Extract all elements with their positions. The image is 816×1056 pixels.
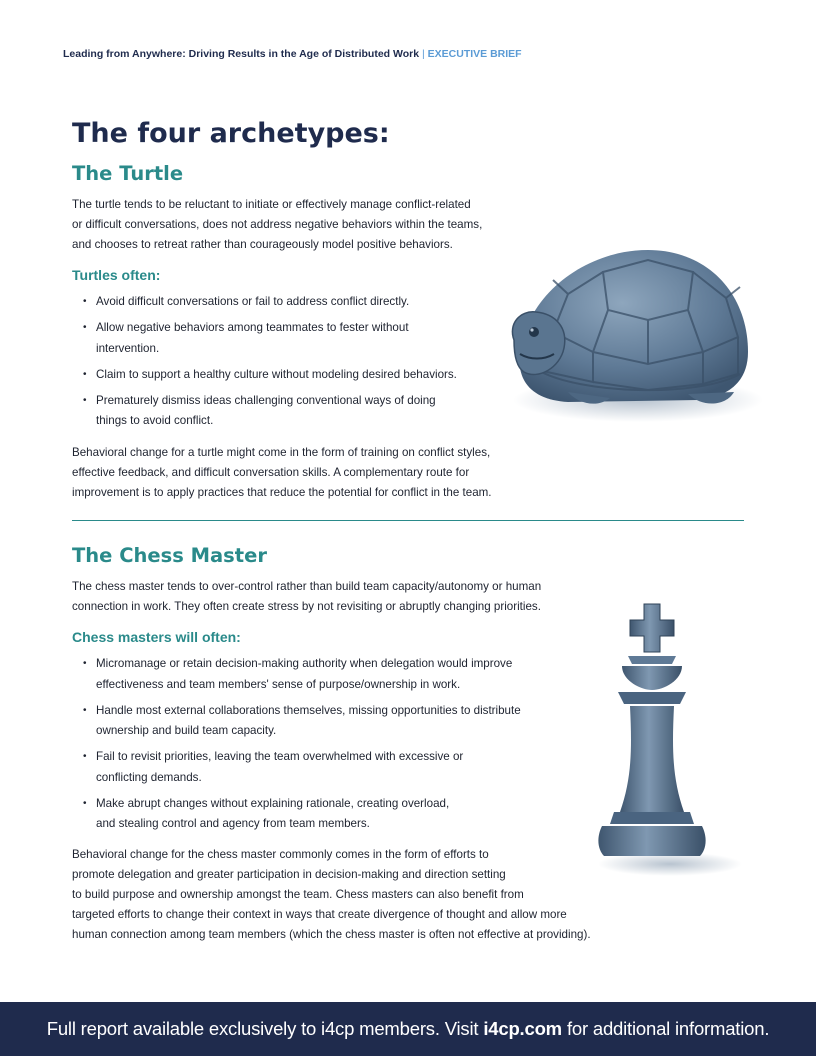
list-item: [72, 292, 457, 313]
list-item: [72, 318, 457, 359]
section-divider: [72, 520, 744, 521]
turtle-closing: [72, 443, 492, 503]
turtle-intro: [72, 195, 482, 255]
chess-closing: [72, 845, 591, 945]
header-separator: |: [421, 48, 425, 60]
chess-section-title: The Chess Master: [72, 544, 267, 567]
list-item-text: intervention.: [96, 341, 160, 355]
chess-closing-line: to build purpose and ownership amongst the team. Chess masters can also benefit from: [72, 888, 524, 901]
chess-bullet-list: [72, 654, 521, 840]
list-item-text: Claim to support a healthy culture without modeling desired behaviors.: [96, 367, 457, 381]
turtle-section-title: The Turtle: [72, 162, 184, 185]
report-title: Leading from Anywhere: Driving Results in the Age of Distributed Work: [63, 48, 420, 60]
turtle-subhead: Turtles often:: [72, 267, 161, 283]
list-item-text: effectiveness and team members' sense of purpose/ownership in work.: [96, 677, 461, 691]
page-title: The four archetypes:: [72, 118, 390, 149]
turtle-intro-line: or difficult conversations, does not address negative behaviors within the teams,: [72, 218, 483, 231]
list-item-text: ownership and build team capacity.: [96, 724, 277, 737]
chess-intro-line: The chess master tends to over-control rather than build team capacity/autonomy or human: [72, 580, 542, 593]
turtle-closing-line: Behavioral change for a turtle might come in the form of training on conflict styles,: [72, 446, 491, 459]
chess-subhead: Chess masters will often:: [72, 629, 241, 645]
list-item-text: Make abrupt changes without explaining rationale, creating overload,: [96, 796, 450, 810]
chess-intro: [72, 577, 541, 617]
turtle-intro-line: and chooses to retreat rather than courageously model positive behaviors.: [72, 238, 453, 251]
list-item-text: Avoid difficult conversations or fail to address conflict directly.: [96, 295, 410, 308]
running-header: [63, 48, 522, 60]
list-item-text: things to avoid conflict.: [96, 414, 214, 427]
list-item-text: Allow negative behaviors among teammates to fester without: [96, 321, 409, 334]
chess-closing-line: Behavioral change for the chess master commonly comes in the form of efforts to: [72, 848, 489, 861]
list-item: [72, 365, 457, 386]
chess-closing-line: human connection among team members (which the chess master is often not effective at providing).: [72, 928, 591, 941]
list-item-text: Handle most external collaborations themselves, missing opportunities to distribute: [96, 703, 521, 717]
list-item: [72, 794, 521, 835]
list-item-text: and stealing control and agency from team members.: [96, 817, 370, 830]
footer-link[interactable]: i4cp.com: [483, 1018, 562, 1039]
turtle-illustration: [498, 232, 762, 432]
list-item: [72, 654, 521, 695]
executive-brief-tag: EXECUTIVE BRIEF: [427, 48, 522, 60]
list-item: [72, 391, 457, 432]
list-item-text: Prematurely dismiss ideas challenging conventional ways of doing: [96, 393, 436, 407]
chess-closing-line: targeted efforts to change their context in ways that create divergence of thought and allow more: [72, 908, 567, 921]
list-item-text: Micromanage or retain decision-making authority when delegation would improve: [96, 657, 513, 670]
footer-text-after: for additional information.: [566, 1018, 770, 1039]
footer-banner: [0, 1002, 816, 1056]
footer-text-before: Full report available exclusively to i4cp members. Visit: [46, 1018, 479, 1039]
turtle-intro-line: The turtle tends to be reluctant to initiate or effectively manage conflict-related: [72, 198, 471, 211]
chess-closing-line: promote delegation and greater participation in decision-making and direction setting: [72, 868, 506, 881]
list-item-text: conflicting demands.: [96, 770, 202, 784]
list-item-text: Fail to revisit priorities, leaving the team overwhelmed with excessive or: [96, 750, 464, 763]
chess-king-illustration: [588, 598, 748, 882]
turtle-closing-line: improvement is to apply practices that reduce the potential for conflict in the team.: [72, 486, 492, 499]
chess-intro-line: connection in work. They often create stress by not revisiting or abruptly changing priorities.: [72, 600, 541, 613]
list-item: [72, 701, 521, 742]
list-item: [72, 747, 521, 788]
turtle-closing-line: effective feedback, and difficult conversation skills. A complementary route for: [72, 466, 470, 479]
turtle-bullet-list: [72, 292, 457, 437]
